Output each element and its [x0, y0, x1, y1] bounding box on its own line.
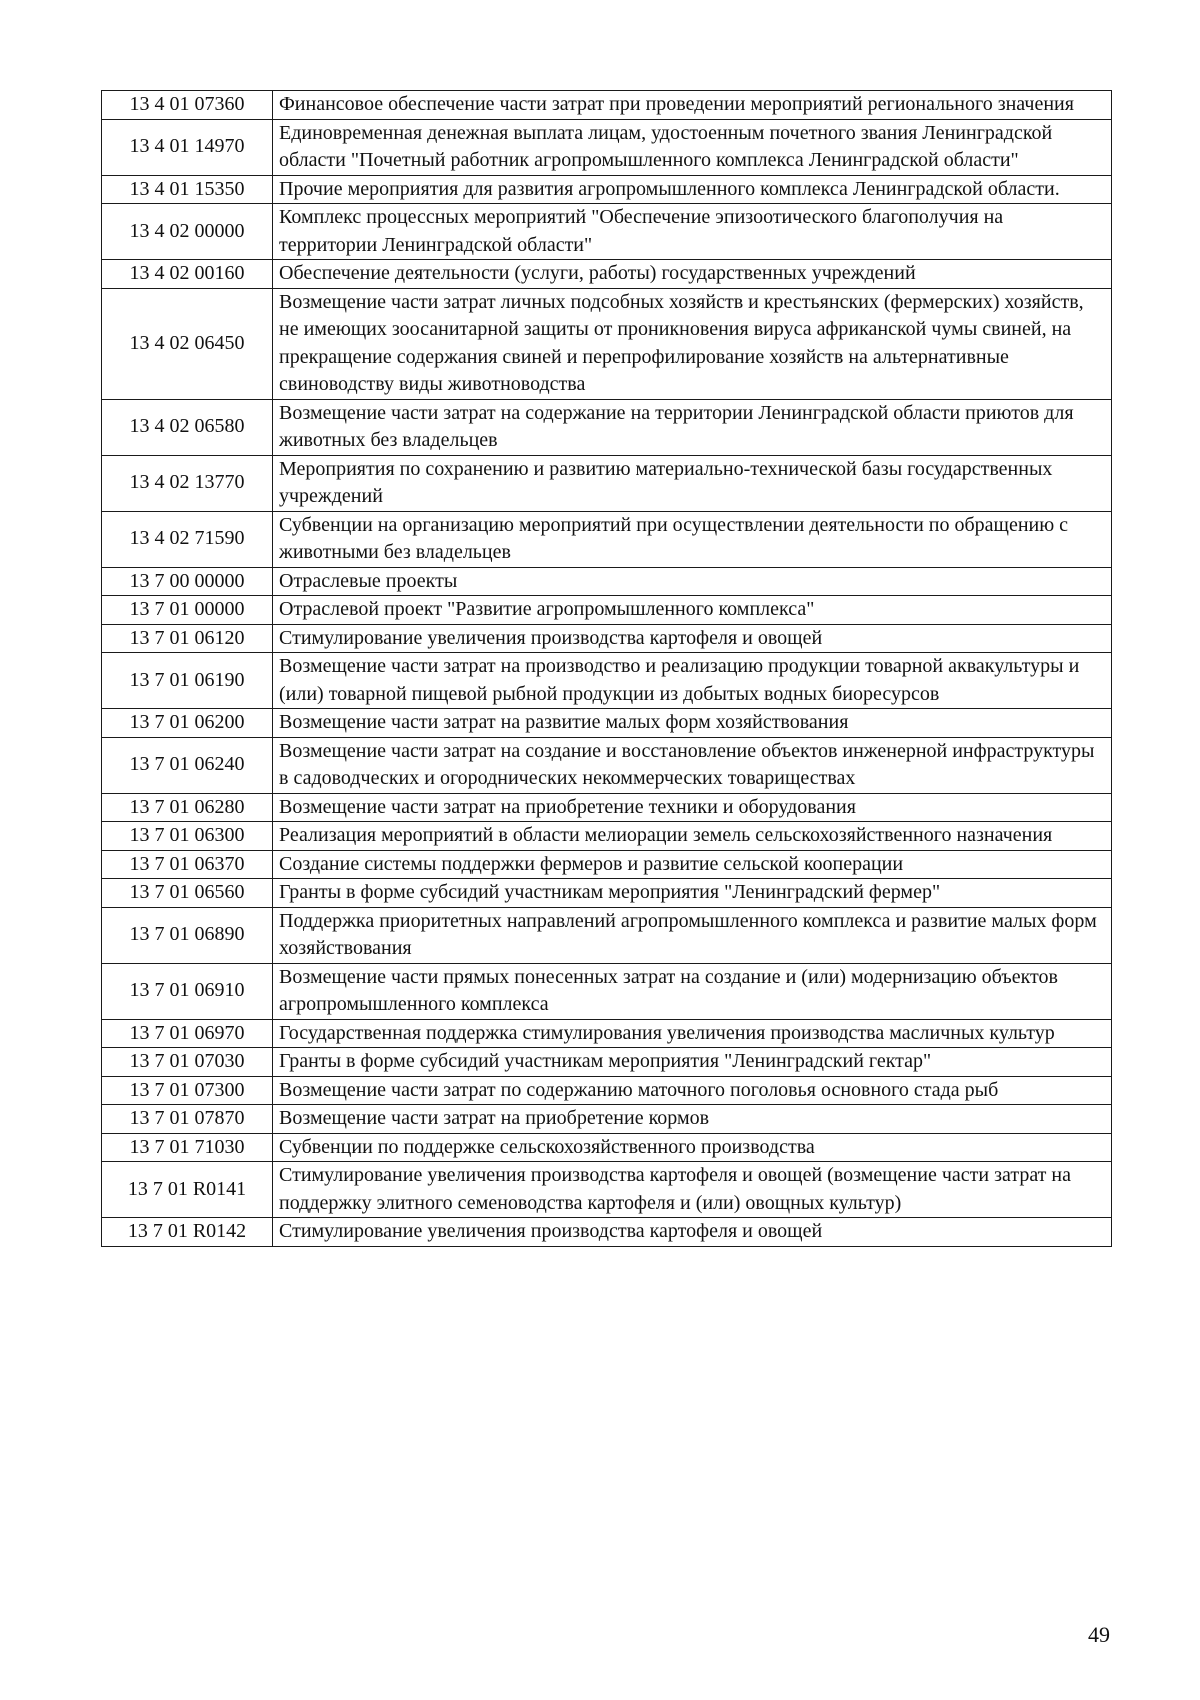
table-row [102, 175, 1112, 204]
row-code: 13 4 01 07360 [102, 91, 273, 120]
table-row [102, 1048, 1112, 1077]
row-description: Возмещение части затрат на производство и реализацию продукции товарной аквакультуры и (или) товарной пищевой рыбной продукции из добытых водных биоресурсов [273, 653, 1112, 709]
row-description: Мероприятия по сохранению и развитию материально-технической базы государственных учреждений [273, 455, 1112, 511]
row-description: Возмещение части затрат на развитие малых форм хозяйствования [273, 709, 1112, 738]
row-description: Комплекс процессных мероприятий "Обеспечение эпизоотического благополучия на территории Ленинградской области" [273, 204, 1112, 260]
table-row [102, 1076, 1112, 1105]
row-code: 13 7 01 06120 [102, 624, 273, 653]
table-row [102, 1162, 1112, 1218]
table-row [102, 119, 1112, 175]
table-row [102, 737, 1112, 793]
row-description: Возмещение части затрат личных подсобных хозяйств и крестьянских (фермерских) хозяйств, не имеющих зоосанитарной защиты от проникновения вируса африканской чумы свиней, на прекращение содержания свиней и перепрофилирование хозяйств на альтернативные свиноводству виды животноводства [273, 288, 1112, 399]
table-row [102, 653, 1112, 709]
row-code: 13 7 01 06890 [102, 907, 273, 963]
row-description: Возмещение части прямых понесенных затрат на создание и (или) модернизацию объектов агропромышленного комплекса [273, 963, 1112, 1019]
table-body [102, 91, 1112, 1247]
row-description: Возмещение части затрат по содержанию маточного поголовья основного стада рыб [273, 1076, 1112, 1105]
row-description: Прочие мероприятия для развития агропромышленного комплекса Ленинградской области. [273, 175, 1112, 204]
row-description: Гранты в форме субсидий участникам мероприятия "Ленинградский фермер" [273, 879, 1112, 908]
row-description: Возмещение части затрат на приобретение кормов [273, 1105, 1112, 1134]
table-row [102, 793, 1112, 822]
row-code: 13 4 02 06450 [102, 288, 273, 399]
table-row [102, 455, 1112, 511]
row-code: 13 7 01 07870 [102, 1105, 273, 1134]
row-description: Субвенции по поддержке сельскохозяйственного производства [273, 1133, 1112, 1162]
row-code: 13 7 01 06910 [102, 963, 273, 1019]
table-row [102, 204, 1112, 260]
row-description: Поддержка приоритетных направлений агропромышленного комплекса и развитие малых форм хозяйствования [273, 907, 1112, 963]
row-description: Стимулирование увеличения производства картофеля и овощей [273, 624, 1112, 653]
table-row [102, 1019, 1112, 1048]
row-description: Реализация мероприятий в области мелиорации земель сельскохозяйственного назначения [273, 822, 1112, 851]
table-row [102, 879, 1112, 908]
table-row [102, 91, 1112, 120]
table-row [102, 511, 1112, 567]
row-code: 13 4 02 00160 [102, 260, 273, 289]
page-number: 49 [1088, 1622, 1110, 1647]
table-row [102, 567, 1112, 596]
row-code: 13 7 01 06200 [102, 709, 273, 738]
row-code: 13 7 01 07030 [102, 1048, 273, 1077]
row-description: Стимулирование увеличения производства картофеля и овощей [273, 1218, 1112, 1247]
table-row [102, 822, 1112, 851]
row-description: Финансовое обеспечение части затрат при проведении мероприятий регионального значения [273, 91, 1112, 120]
row-description: Возмещение части затрат на содержание на территории Ленинградской области приютов для животных без владельцев [273, 399, 1112, 455]
row-description: Гранты в форме субсидий участникам мероприятия "Ленинградский гектар" [273, 1048, 1112, 1077]
row-description: Возмещение части затрат на приобретение техники и оборудования [273, 793, 1112, 822]
row-code: 13 7 00 00000 [102, 567, 273, 596]
row-code: 13 7 01 06240 [102, 737, 273, 793]
row-code: 13 7 01 06190 [102, 653, 273, 709]
budget-classification-table [101, 90, 1112, 1247]
table-row [102, 709, 1112, 738]
table-row [102, 288, 1112, 399]
row-description: Отраслевые проекты [273, 567, 1112, 596]
row-code: 13 4 02 06580 [102, 399, 273, 455]
table-row [102, 907, 1112, 963]
row-description: Обеспечение деятельности (услуги, работы) государственных учреждений [273, 260, 1112, 289]
row-code: 13 4 01 15350 [102, 175, 273, 204]
row-code: 13 4 01 14970 [102, 119, 273, 175]
row-description: Субвенции на организацию мероприятий при осуществлении деятельности по обращению с животными без владельцев [273, 511, 1112, 567]
row-code: 13 4 02 71590 [102, 511, 273, 567]
table-row [102, 624, 1112, 653]
row-code: 13 7 01 06280 [102, 793, 273, 822]
row-code: 13 7 01 06370 [102, 850, 273, 879]
row-description: Государственная поддержка стимулирования увеличения производства масличных культур [273, 1019, 1112, 1048]
row-code: 13 7 01 00000 [102, 596, 273, 625]
table-row [102, 850, 1112, 879]
table-row [102, 1105, 1112, 1134]
row-code: 13 7 01 07300 [102, 1076, 273, 1105]
table-row [102, 1133, 1112, 1162]
row-code: 13 7 01 R0142 [102, 1218, 273, 1247]
row-description: Отраслевой проект "Развитие агропромышленного комплекса" [273, 596, 1112, 625]
row-code: 13 4 02 00000 [102, 204, 273, 260]
row-code: 13 7 01 06560 [102, 879, 273, 908]
row-code: 13 7 01 06970 [102, 1019, 273, 1048]
row-code: 13 7 01 71030 [102, 1133, 273, 1162]
table-row [102, 1218, 1112, 1247]
row-description: Возмещение части затрат на создание и восстановление объектов инженерной инфраструктуры в садоводческих и огороднических некоммерческих товариществах [273, 737, 1112, 793]
table-row [102, 596, 1112, 625]
table-row [102, 260, 1112, 289]
row-code: 13 7 01 R0141 [102, 1162, 273, 1218]
table-row [102, 963, 1112, 1019]
row-code: 13 4 02 13770 [102, 455, 273, 511]
row-description: Единовременная денежная выплата лицам, удостоенным почетного звания Ленинградской области "Почетный работник агропромышленного комплекса Ленинградской области" [273, 119, 1112, 175]
row-code: 13 7 01 06300 [102, 822, 273, 851]
table-row [102, 399, 1112, 455]
row-description: Создание системы поддержки фермеров и развитие сельской кооперации [273, 850, 1112, 879]
row-description: Стимулирование увеличения производства картофеля и овощей (возмещение части затрат на поддержку элитного семеноводства картофеля и (или) овощных культур) [273, 1162, 1112, 1218]
